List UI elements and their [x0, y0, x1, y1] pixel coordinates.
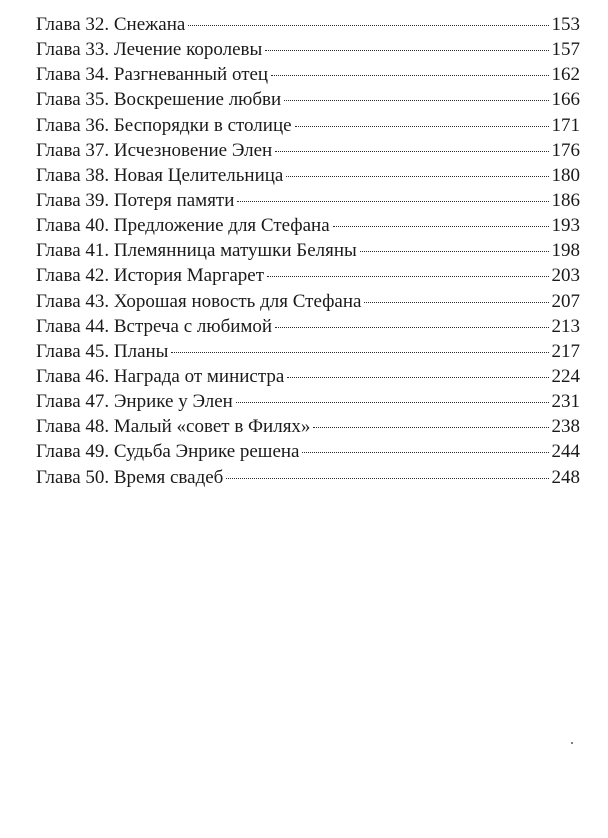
toc-entry [36, 465, 580, 490]
dot-leader [188, 25, 548, 26]
page-number: 162 [551, 64, 580, 86]
dot-leader [286, 176, 548, 177]
dot-leader [271, 75, 548, 76]
toc-entry [36, 238, 580, 263]
page-number: 198 [551, 240, 580, 262]
page-number: 248 [551, 466, 580, 488]
toc-entry [36, 414, 580, 439]
dot-leader [267, 276, 548, 277]
toc-entry [36, 37, 580, 62]
dot-leader [236, 402, 549, 403]
chapter-title: Глава 49. Судьба Энрике решена [36, 441, 300, 463]
dot-leader [313, 427, 548, 428]
chapter-title: Глава 38. Новая Целительница [36, 164, 284, 186]
chapter-title: Глава 44. Встреча с любимой [36, 315, 273, 337]
chapter-title: Глава 45. Планы [36, 340, 169, 362]
dot-leader [287, 377, 548, 378]
chapter-title: Глава 36. Беспорядки в столице [36, 114, 292, 136]
chapter-title: Глава 47. Энрике у Элен [36, 391, 233, 413]
page-number: 231 [551, 391, 580, 413]
chapter-title: Глава 48. Малый «совет в Филях» [36, 416, 311, 438]
page-number: 213 [551, 315, 580, 337]
page-number: 171 [551, 114, 580, 136]
toc-entry [36, 439, 580, 464]
toc-entry [36, 213, 580, 238]
page-number: 217 [551, 340, 580, 362]
print-speck [571, 742, 573, 744]
page-number: 180 [551, 164, 580, 186]
dot-leader [171, 352, 548, 353]
dot-leader [302, 452, 548, 453]
toc-entry [36, 263, 580, 288]
toc-entry [36, 62, 580, 87]
table-of-contents [36, 12, 580, 490]
toc-entry [36, 314, 580, 339]
page-number: 224 [551, 365, 580, 387]
chapter-title: Глава 50. Время свадеб [36, 466, 224, 488]
dot-leader [275, 151, 548, 152]
toc-entry [36, 138, 580, 163]
toc-entry [36, 289, 580, 314]
toc-entry [36, 12, 580, 37]
dot-leader [284, 100, 548, 101]
page-number: 244 [551, 441, 580, 463]
page-number: 193 [551, 215, 580, 237]
page-number: 176 [551, 139, 580, 161]
toc-entry [36, 339, 580, 364]
chapter-title: Глава 33. Лечение королевы [36, 39, 263, 61]
page-number: 203 [551, 265, 580, 287]
chapter-title: Глава 40. Предложение для Стефана [36, 215, 330, 237]
toc-entry [36, 364, 580, 389]
dot-leader [275, 327, 548, 328]
toc-entry [36, 389, 580, 414]
chapter-title: Глава 43. Хорошая новость для Стефана [36, 290, 362, 312]
dot-leader [226, 478, 548, 479]
page-number: 166 [551, 89, 580, 111]
toc-entry [36, 87, 580, 112]
chapter-title: Глава 37. Исчезновение Элен [36, 139, 273, 161]
page-number: 186 [551, 189, 580, 211]
dot-leader [360, 251, 549, 252]
toc-entry [36, 163, 580, 188]
dot-leader [237, 201, 548, 202]
dot-leader [265, 50, 548, 51]
chapter-title: Глава 35. Воскрешение любви [36, 89, 282, 111]
chapter-title: Глава 34. Разгневанный отец [36, 64, 269, 86]
page-number: 207 [551, 290, 580, 312]
chapter-title: Глава 46. Награда от министра [36, 365, 285, 387]
dot-leader [333, 226, 549, 227]
chapter-title: Глава 41. Племянница матушки Беляны [36, 240, 357, 262]
page-number: 238 [551, 416, 580, 438]
chapter-title: Глава 39. Потеря памяти [36, 189, 235, 211]
page-number: 157 [551, 39, 580, 61]
dot-leader [364, 302, 548, 303]
chapter-title: Глава 42. История Маргарет [36, 265, 265, 287]
toc-entry [36, 188, 580, 213]
chapter-title: Глава 32. Снежана [36, 14, 186, 35]
toc-entry [36, 113, 580, 138]
page-number: 153 [551, 14, 580, 35]
dot-leader [295, 126, 549, 127]
